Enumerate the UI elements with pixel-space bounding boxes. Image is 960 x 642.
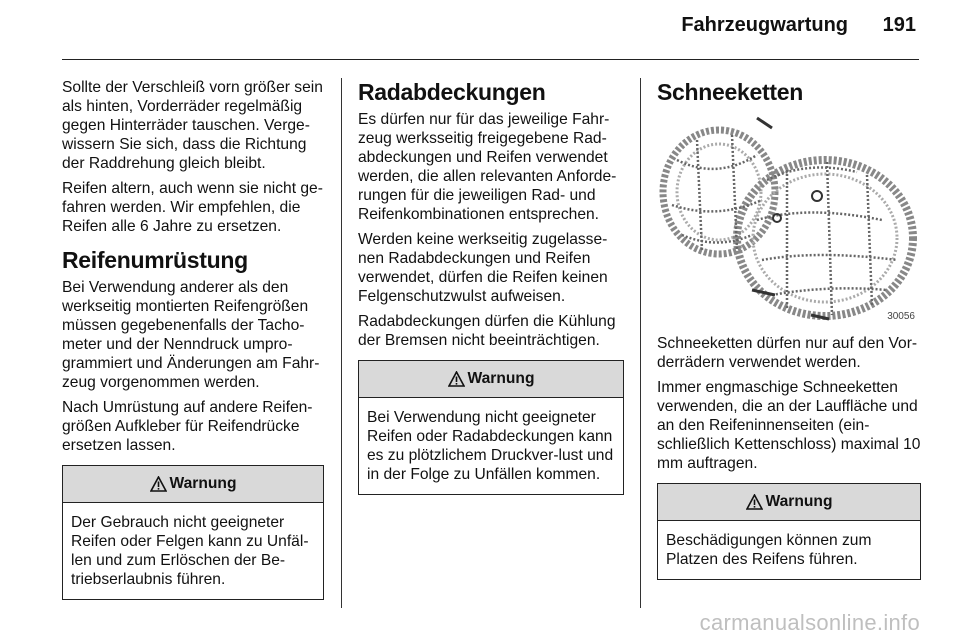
paragraph: Bei Verwendung anderer als den werkseitig montierten Reifengrößen müssen gegebenenfalls der Tacho-meter und der Nenndruck umpro-grammiert und Änderungen am Fahr-zeug vorgenommen werden.	[62, 279, 320, 391]
watermark: carmanualsonline.info	[699, 610, 920, 635]
warning-triangle-icon	[746, 494, 763, 510]
paragraph: Immer engmaschige Schneeketten verwenden, die an der Lauffläche und an den Reifeninnenseiten (ein-schließlich Kettenschloss) maximal 10 mm auftragen.	[657, 379, 921, 472]
page-number: 191	[882, 14, 916, 36]
section-heading: Schneeketten	[657, 79, 803, 105]
warning-box	[62, 465, 324, 600]
paragraph: Radabdeckungen dürfen die Kühlung der Bremsen nicht beeinträchtigen.	[358, 313, 616, 349]
column-divider-2	[640, 78, 641, 608]
warning-header	[63, 466, 323, 503]
paragraph: Reifen altern, auch wenn sie nicht ge-fahren werden. Wir empfehlen, die Reifen alle 6 Jahre zu ersetzen.	[62, 180, 323, 235]
warning-header	[658, 484, 920, 521]
warning-triangle-icon	[150, 476, 167, 492]
warning-box	[358, 360, 624, 495]
paragraph: Schneeketten dürfen nur auf den Vor-derrädern verwendet werden.	[657, 335, 918, 371]
warning-label: Warnung	[467, 370, 535, 387]
column-divider-1	[341, 78, 342, 608]
snow-chain-illustration	[657, 110, 921, 324]
column-3	[657, 78, 921, 580]
warning-triangle-icon	[448, 371, 465, 387]
snow-chain-drawing	[657, 110, 921, 324]
section-heading: Radabdeckungen	[358, 79, 546, 105]
warning-text: Beschädigungen können zum Platzen des Reifens führen.	[666, 532, 872, 568]
section-heading: Reifenumrüstung	[62, 247, 248, 273]
column-2	[358, 78, 624, 495]
header-rule	[62, 59, 919, 60]
paragraph: Nach Umrüstung auf andere Reifen-größen Aufkleber für Reifendrücke ersetzen lassen.	[62, 399, 313, 454]
warning-text: Der Gebrauch nicht geeigneter Reifen oder Felgen kann zu Unfäl-len und zum Erlöschen der Be-triebserlaubnis führen.	[71, 514, 309, 588]
column-1	[62, 78, 324, 600]
figure-number: 30056	[887, 311, 915, 322]
warning-box	[657, 483, 921, 580]
warning-header	[359, 361, 623, 398]
paragraph: Werden keine werkseitig zugelasse-nen Radabdeckungen und Reifen verwendet, dürfen die Reifen keinen Felgenschutzwulst aufweisen.	[358, 231, 608, 305]
paragraph: Es dürfen nur für das jeweilige Fahr-zeug werksseitig freigegebene Rad-abdeckungen und Reifen verwendet werden, die allen relevanten Anforde-rungen für die jeweiligen Rad- und Reifenkombinationen entsprechen.	[358, 111, 617, 223]
page-header-title: Fahrzeugwartung	[681, 14, 848, 36]
warning-label: Warnung	[169, 475, 237, 492]
warning-label: Warnung	[765, 493, 833, 510]
warning-text: Bei Verwendung nicht geeigneter Reifen oder Radabdeckungen kann es zu plötzlichem Druckver-lust und in der Folge zu Unfällen kommen.	[367, 409, 614, 483]
paragraph: Sollte der Verschleiß vorn größer sein als hinten, Vorderräder regelmäßig gegen Hinterräder tauschen. Verge-wissern Sie sich, dass die Richtung der Raddrehung gleich bleibt.	[62, 79, 323, 172]
